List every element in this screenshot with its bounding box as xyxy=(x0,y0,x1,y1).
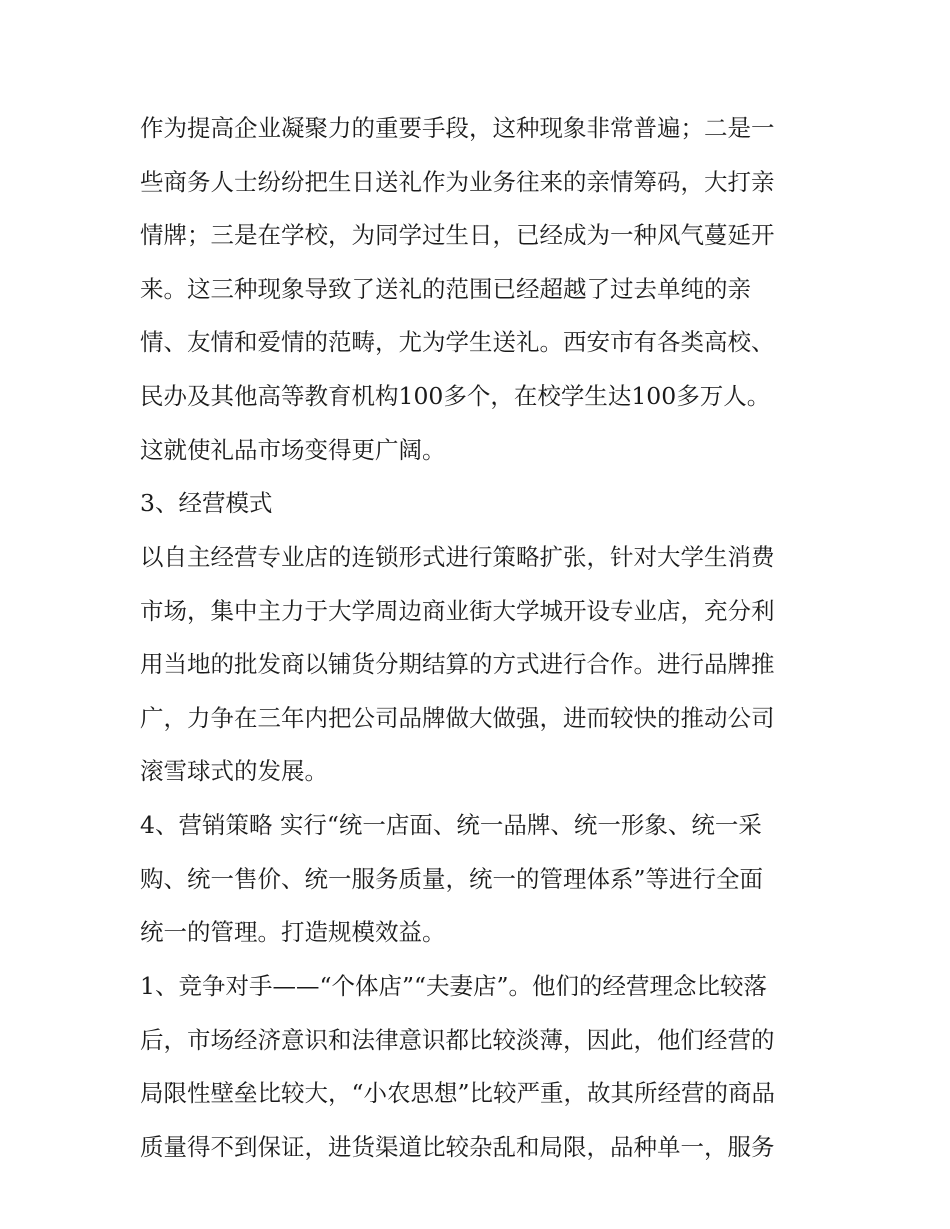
text-line: 来。这三种现象导致了送礼的范围已经超越了过去单纯的亲 xyxy=(140,275,751,303)
text-line: 这就使礼品市场变得更广阔。 xyxy=(140,436,446,464)
text-line: 购、统一售价、统一服务质量，统一的管理体系”等进行全面 xyxy=(140,865,764,893)
section-heading: 3、经营模式 xyxy=(140,489,273,517)
text-line: 情、友情和爱情的范畴，尤为学生送礼。西安市有各类高校、 xyxy=(140,328,775,356)
text-line: 些商务人士纷纷把生日送礼作为业务往来的亲情筹码，大打亲 xyxy=(140,168,775,196)
text-line: 民办及其他高等教育机构100多个，在校学生达100多万人。 xyxy=(140,382,771,410)
text-line: 滚雪球式的发展。 xyxy=(140,757,328,785)
text-line: 以自主经营专业店的连锁形式进行策略扩张，针对大学生消费 xyxy=(140,543,775,571)
section-heading: 1、竞争对手——“个体店”“夫妻店”。他们的经营理念比较落 xyxy=(140,972,768,1000)
text-line: 后，市场经济意识和法律意识都比较淡薄，因此，他们经营的 xyxy=(140,1026,775,1054)
text-line: 情牌；三是在学校，为同学过生日，已经成为一种风气蔓延开 xyxy=(140,221,775,249)
text-line: 质量得不到保证，进货渠道比较杂乱和局限，品种单一，服务 xyxy=(140,1133,775,1161)
text-line: 统一的管理。打造规模效益。 xyxy=(140,918,446,946)
text-line: 市场，集中主力于大学周边商业街大学城开设专业店，充分利 xyxy=(140,597,775,625)
text-line: 局限性壁垒比较大，“小农思想”比较严重，故其所经营的商品 xyxy=(140,1079,776,1107)
section-heading: 4、营销策略 实行“统一店面、统一品牌、统一形象、统一采 xyxy=(140,811,762,839)
text-line: 作为提高企业凝聚力的重要手段，这种现象非常普遍；二是一 xyxy=(140,114,775,142)
text-line: 广，力争在三年内把公司品牌做大做强，进而较快的推动公司 xyxy=(140,704,775,732)
text-line: 用当地的批发商以铺货分期结算的方式进行合作。进行品牌推 xyxy=(140,650,775,678)
